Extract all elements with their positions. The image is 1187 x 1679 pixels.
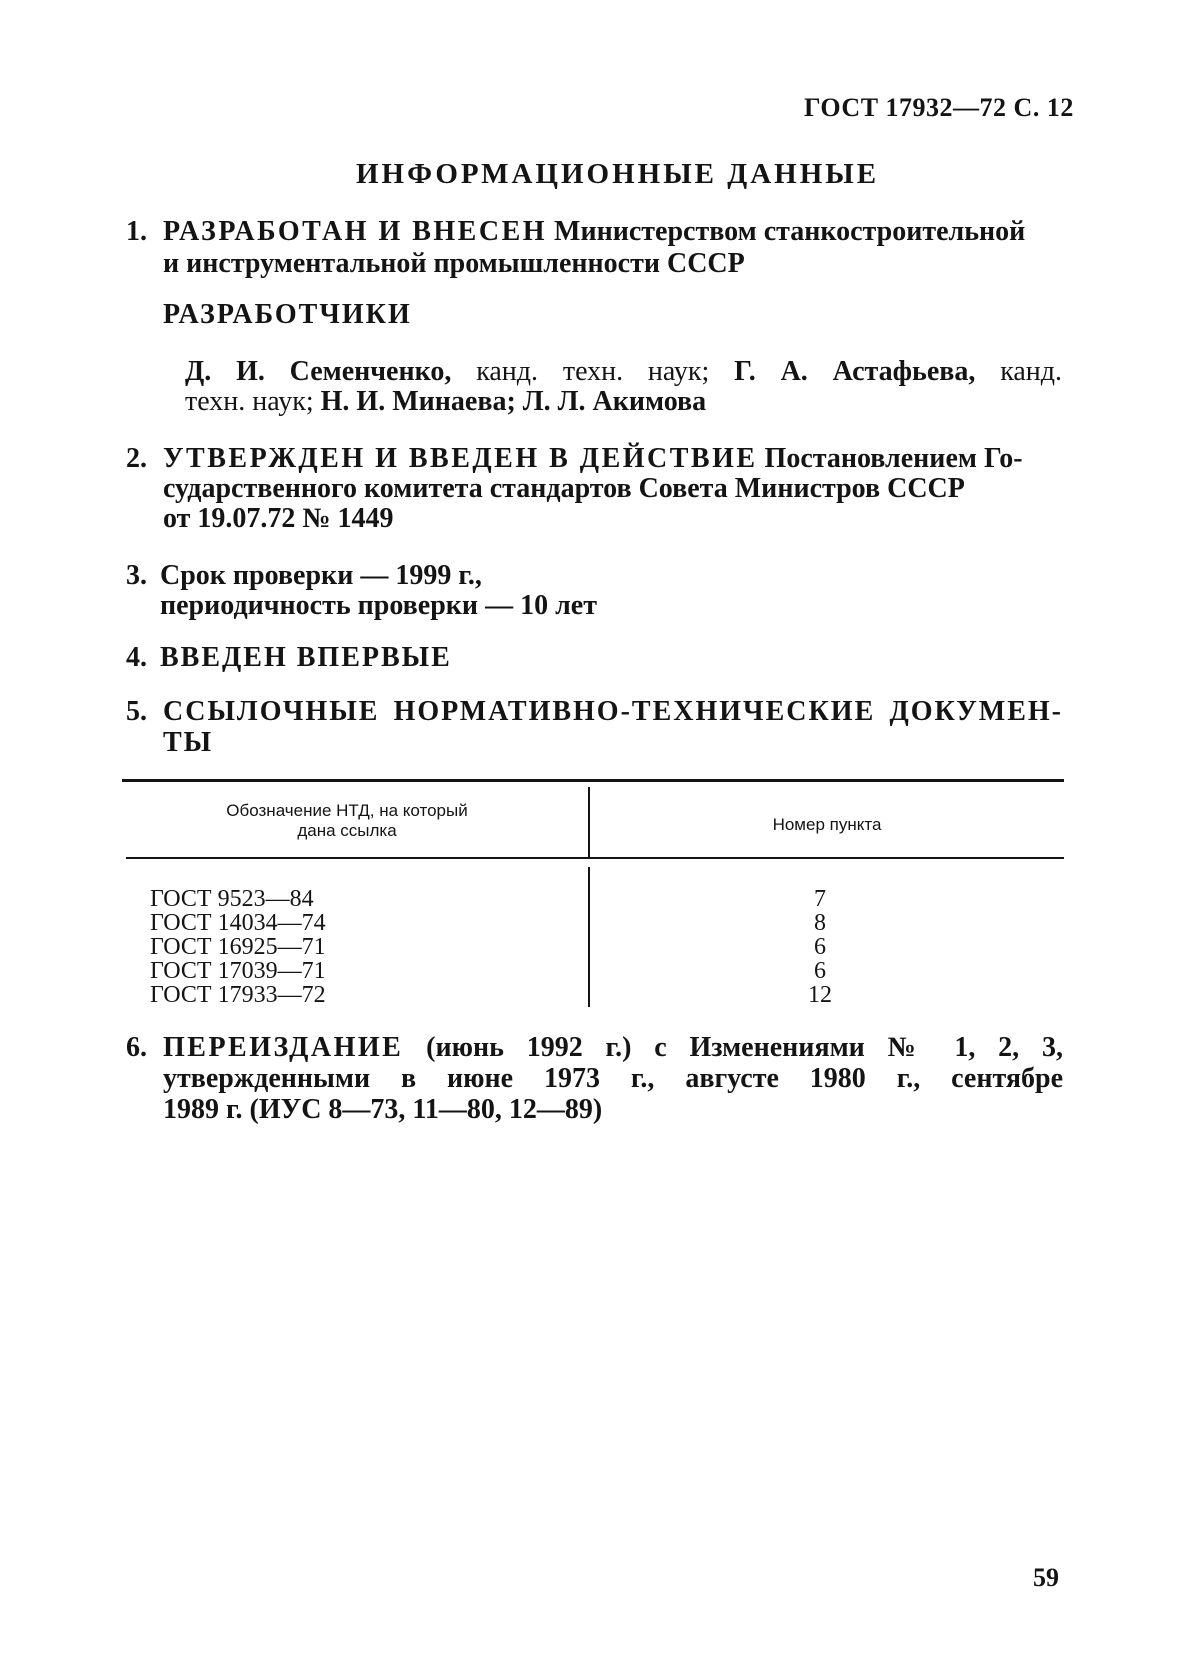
developers-heading: РАЗРАБОТЧИКИ xyxy=(163,299,412,330)
table-cell-item: 6 xyxy=(814,958,826,984)
item-1-number: 1. xyxy=(126,216,147,247)
table-row xyxy=(150,959,1064,983)
table-row xyxy=(150,887,1064,911)
table-top-rule xyxy=(122,779,1064,782)
item-1-text: Министерством станкостроительной xyxy=(554,216,1026,247)
developer-2: Г. А. Астафьева, xyxy=(734,356,976,387)
item-3-line-2: периодичность проверки — 10 лет xyxy=(160,590,597,621)
table-cell-doc: ГОСТ 16925—71 xyxy=(150,934,326,960)
table-cell-doc: ГОСТ 17039—71 xyxy=(150,958,326,984)
item-6-line-1 xyxy=(163,1032,1063,1064)
item-3-line-1: Срок проверки — 1999 г., xyxy=(160,560,482,591)
item-1-lead: РАЗРАБОТАН И ВНЕСЕН xyxy=(163,216,548,247)
item-4-text: ВВЕДЕН ВПЕРВЫЕ xyxy=(160,642,452,673)
item-2-line-1 xyxy=(163,443,1053,475)
item-2-line-2: сударственного комитета стандартов Совета Министров СССР xyxy=(163,473,965,504)
table-cell-item: 8 xyxy=(814,910,826,936)
developer-1-degree: канд. техн. наук; xyxy=(476,356,710,387)
table-cell-item: 6 xyxy=(814,934,826,960)
item-1-line-1 xyxy=(163,216,1053,248)
item-6-text: (июнь 1992 г.) с Изменениями № 1, 2, 3, xyxy=(426,1032,1063,1063)
table-cell-doc: ГОСТ 14034—74 xyxy=(150,910,326,936)
table-header-doc xyxy=(172,801,522,841)
item-5-line-1: ССЫЛОЧНЫЕ НОРМАТИВНО-ТЕХНИЧЕСКИЕ ДОКУМЕН- xyxy=(163,696,1063,727)
table-cell-doc: ГОСТ 17933—72 xyxy=(150,982,326,1008)
table-header-doc-line-1: Обозначение НТД, на который xyxy=(226,801,468,820)
item-5-line-2: ТЫ xyxy=(163,727,214,758)
document-header: ГОСТ 17932—72 С. 12 xyxy=(804,93,1074,122)
item-3-number: 3. xyxy=(126,560,147,591)
table-header-rule xyxy=(126,857,1064,859)
page-number: 59 xyxy=(1033,1563,1059,1592)
item-2-text: Постановлением Го- xyxy=(764,443,1023,474)
table-row xyxy=(150,935,1064,959)
table-header-doc-line-2: дана ссылка xyxy=(297,821,397,840)
item-6-line-2: утвержденными в июне 1973 г., августе 1980 г., сентябре xyxy=(163,1063,1063,1094)
table-row xyxy=(150,911,1064,935)
item-1-line-2: и инструментальной промышленности СССР xyxy=(163,248,745,279)
item-5-number: 5. xyxy=(126,696,147,727)
table-header-divider xyxy=(588,787,590,857)
table-cell-item: 12 xyxy=(808,982,832,1008)
table-cell-item: 7 xyxy=(814,886,826,912)
item-6-number: 6. xyxy=(126,1032,147,1063)
item-2-line-3: от 19.07.72 № 1449 xyxy=(163,503,394,534)
table-row xyxy=(150,983,1064,1007)
table-body xyxy=(150,887,1064,1007)
developer-2-degree-b: техн. наук; xyxy=(185,386,314,417)
developers-line-1 xyxy=(185,356,1062,388)
item-4-number: 4. xyxy=(126,642,147,673)
page-title: ИНФОРМАЦИОННЫЕ ДАННЫЕ xyxy=(356,158,880,190)
developer-2-degree-a: канд. xyxy=(1000,356,1063,387)
table-cell-doc: ГОСТ 9523—84 xyxy=(150,886,314,912)
developers-line-2 xyxy=(185,386,706,418)
item-6-lead: ПЕРЕИЗДАНИЕ xyxy=(163,1032,404,1063)
item-6-line-3: 1989 г. (ИУС 8—73, 11—80, 12—89) xyxy=(163,1094,603,1125)
developer-3: Н. И. Минаева; xyxy=(320,386,516,417)
developer-1: Д. И. Семенченко, xyxy=(185,356,452,387)
table-header-item: Номер пункта xyxy=(772,815,882,834)
item-2-lead: УТВЕРЖДЕН И ВВЕДЕН В ДЕЙСТВИЕ xyxy=(163,443,758,474)
developer-4: Л. Л. Акимова xyxy=(522,386,707,417)
item-2-number: 2. xyxy=(126,443,147,474)
